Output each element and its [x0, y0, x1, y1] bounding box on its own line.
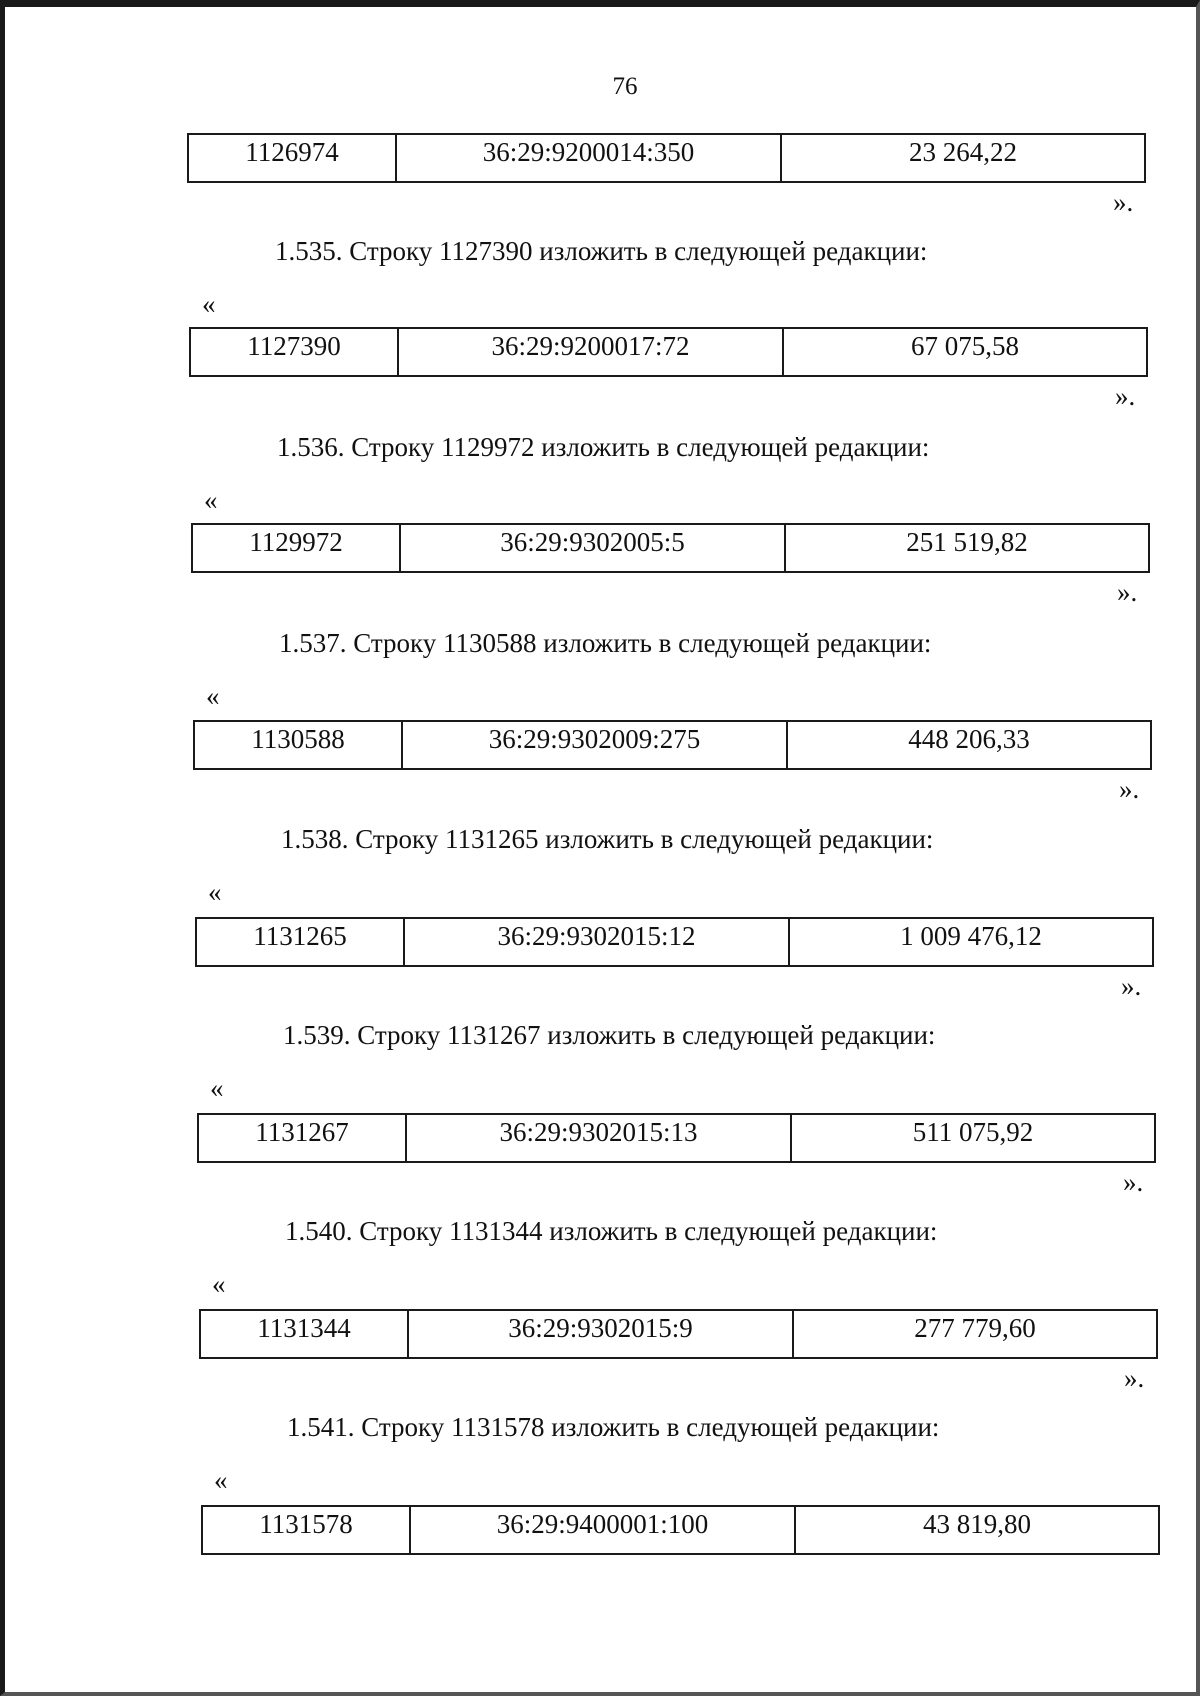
data-table — [197, 1113, 1156, 1163]
cadastral-number-cell: 36:29:9200017:72 — [398, 328, 783, 376]
opening-quote: « — [206, 681, 220, 711]
table-row — [202, 1506, 1159, 1554]
row-id-cell: 1126974 — [188, 134, 396, 182]
data-table — [191, 523, 1150, 573]
opening-quote: « — [204, 485, 218, 515]
row-id-cell: 1131265 — [196, 918, 404, 966]
amendment-instruction: 1.538. Строку 1131265 изложить в следующей редакции: — [281, 824, 934, 854]
data-table — [195, 917, 1154, 967]
amendment-instruction: 1.537. Строку 1130588 изложить в следующей редакции: — [279, 628, 932, 658]
data-table — [193, 720, 1152, 770]
data-table — [199, 1309, 1158, 1359]
value-cell: 67 075,58 — [783, 328, 1147, 376]
value-cell: 251 519,82 — [785, 524, 1149, 572]
closing-quote: ». — [1113, 187, 1134, 217]
value-cell: 43 819,80 — [795, 1506, 1159, 1554]
cadastral-number-cell: 36:29:9302015:9 — [408, 1310, 793, 1358]
data-table — [201, 1505, 1160, 1555]
closing-quote: ». — [1124, 1363, 1145, 1393]
value-cell: 448 206,33 — [787, 721, 1151, 769]
row-id-cell: 1131578 — [202, 1506, 410, 1554]
amendment-instruction: 1.539. Строку 1131267 изложить в следующей редакции: — [283, 1020, 936, 1050]
row-id-cell: 1129972 — [192, 524, 400, 572]
table-row — [194, 721, 1151, 769]
opening-quote: « — [208, 877, 222, 907]
cadastral-number-cell: 36:29:9400001:100 — [410, 1506, 795, 1554]
row-id-cell: 1127390 — [190, 328, 398, 376]
amendment-instruction: 1.535. Строку 1127390 изложить в следующей редакции: — [275, 236, 928, 266]
amendment-instruction: 1.541. Строку 1131578 изложить в следующей редакции: — [287, 1412, 940, 1442]
table-row — [198, 1114, 1155, 1162]
cadastral-number-cell: 36:29:9200014:350 — [396, 134, 781, 182]
value-cell: 23 264,22 — [781, 134, 1145, 182]
page-number: 76 — [612, 73, 638, 100]
amendment-instruction: 1.540. Строку 1131344 изложить в следующей редакции: — [285, 1216, 938, 1246]
opening-quote: « — [212, 1269, 226, 1299]
value-cell: 277 779,60 — [793, 1310, 1157, 1358]
opening-quote: « — [214, 1465, 228, 1495]
closing-quote: ». — [1117, 577, 1138, 607]
table-row — [190, 328, 1147, 376]
opening-quote: « — [210, 1073, 224, 1103]
cadastral-number-cell: 36:29:9302015:12 — [404, 918, 789, 966]
closing-quote: ». — [1115, 381, 1136, 411]
opening-quote: « — [202, 289, 216, 319]
closing-quote: ». — [1121, 971, 1142, 1001]
table-row — [192, 524, 1149, 572]
cadastral-number-cell: 36:29:9302009:275 — [402, 721, 787, 769]
row-id-cell: 1130588 — [194, 721, 402, 769]
table-row — [188, 134, 1145, 182]
closing-quote: ». — [1119, 774, 1140, 804]
amendment-instruction: 1.536. Строку 1129972 изложить в следующей редакции: — [277, 432, 930, 462]
closing-quote: ». — [1123, 1167, 1144, 1197]
data-table — [187, 133, 1146, 183]
table-row — [200, 1310, 1157, 1358]
row-id-cell: 1131267 — [198, 1114, 406, 1162]
cadastral-number-cell: 36:29:9302005:5 — [400, 524, 785, 572]
row-id-cell: 1131344 — [200, 1310, 408, 1358]
data-table — [189, 327, 1148, 377]
value-cell: 511 075,92 — [791, 1114, 1155, 1162]
table-row — [196, 918, 1153, 966]
value-cell: 1 009 476,12 — [789, 918, 1153, 966]
cadastral-number-cell: 36:29:9302015:13 — [406, 1114, 791, 1162]
